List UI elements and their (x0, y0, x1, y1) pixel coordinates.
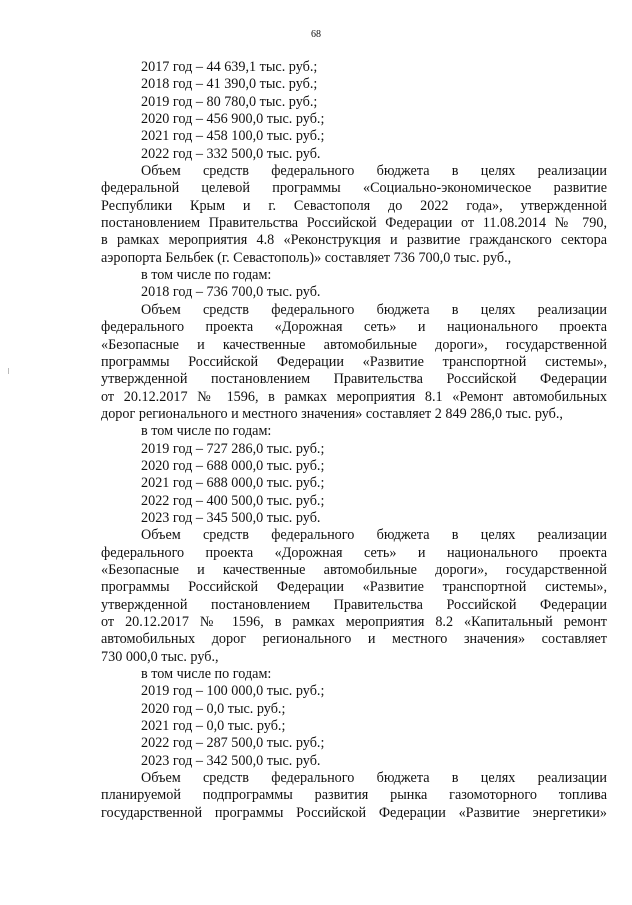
year-line: 2021 год – 688 000,0 тыс. руб.; (141, 475, 325, 492)
paragraph-line: «Безопасные и качественные автомобильные дороги», государственной (101, 336, 607, 353)
year-line: 2020 год – 688 000,0 тыс. руб.; (141, 457, 325, 474)
year-line: 2019 год – 80 780,0 тыс. руб.; (141, 93, 318, 110)
paragraph-line: дорог регионального и местного значения» составляет 2 849 286,0 тыс. руб., (101, 405, 563, 422)
paragraph-line: в рамках мероприятия 4.8 «Реконструкция и развитие гражданского сектора (101, 232, 607, 249)
paragraph-line: Объем средств федерального бюджета в целях реализации (141, 527, 607, 544)
year-line: 2022 год – 287 500,0 тыс. руб.; (141, 735, 325, 752)
paragraph-line: программы Российской Федерации «Развитие транспортной системы», (101, 579, 607, 596)
document-body (101, 59, 607, 822)
margin-mark (8, 368, 9, 374)
paragraph-road-repair (101, 302, 607, 527)
by-year-subhead: в том числе по годам: (141, 423, 272, 440)
year-line: 2019 год – 727 286,0 тыс. руб.; (141, 440, 325, 457)
year-line: 2021 год – 458 100,0 тыс. руб.; (141, 128, 325, 145)
paragraph-line: «Безопасные и качественные автомобильные дороги», государственной (101, 561, 607, 578)
year-line: 2017 год – 44 639,1 тыс. руб.; (141, 59, 318, 75)
paragraph-line: от 20.12.2017 № 1596, в рамках мероприятия 8.2 «Капитальный ремонт (101, 614, 607, 630)
year-line: 2022 год – 332 500,0 тыс. руб. (141, 145, 321, 162)
year-line: 2023 год – 345 500,0 тыс. руб. (141, 509, 321, 526)
by-year-subhead: в том числе по годам: (141, 267, 272, 284)
year-line: 2021 год – 0,0 тыс. руб.; (141, 718, 286, 735)
paragraph-line: программы Российской Федерации «Развитие транспортной системы», (101, 353, 607, 370)
year-line: 2019 год – 100 000,0 тыс. руб.; (141, 683, 325, 700)
paragraph-line: федеральной целевой программы «Социально-экономическое развитие (101, 180, 607, 197)
funding-years-list-1 (101, 59, 607, 163)
paragraph-line: автомобильных дорог регионального и местного значения» составляет (101, 631, 607, 648)
year-line: 2022 год – 400 500,0 тыс. руб.; (141, 492, 325, 509)
paragraph-line: государственной программы Российской Федерации «Развитие энергетики» (101, 804, 607, 821)
paragraph-line: планируемой подпрограммы развития рынка газомоторного топлива (101, 787, 607, 804)
paragraph-road-capital-repair (101, 527, 607, 770)
year-line: 2020 год – 456 900,0 тыс. руб.; (141, 111, 325, 128)
paragraph-line: постановлением Правительства Российской Федерации от 11.08.2014 № 790, (101, 215, 607, 232)
paragraph-line: федерального проекта «Дорожная сеть» и национального проекта (101, 544, 607, 561)
year-line: 2018 год – 736 700,0 тыс. руб. (141, 284, 321, 301)
paragraph-line: Объем средств федерального бюджета в целях реализации (141, 163, 607, 180)
paragraph-line: утвержденной постановлением Правительства Российской Федерации (101, 596, 607, 613)
paragraph-line: федерального проекта «Дорожная сеть» и национального проекта (101, 319, 607, 336)
paragraph-gas-fuel (101, 770, 607, 822)
paragraph-line: от 20.12.2017 № 1596, в рамках мероприятия 8.1 «Ремонт автомобильных (101, 388, 607, 405)
paragraph-line: аэропорта Бельбек (г. Севастополь)» составляет 736 700,0 тыс. руб., (101, 249, 512, 266)
paragraph-line: Республики Крым и г. Севастополя до 2022 года», утвержденной (101, 197, 607, 214)
year-line: 2020 год – 0,0 тыс. руб.; (141, 700, 286, 717)
year-line: 2023 год – 342 500,0 тыс. руб. (141, 752, 321, 769)
paragraph-crimea-program (101, 163, 607, 302)
year-line: 2018 год – 41 390,0 тыс. руб.; (141, 76, 318, 93)
paragraph-line: Объем средств федерального бюджета в целях реализации (141, 301, 607, 318)
paragraph-line: Объем средств федерального бюджета в целях реализации (141, 770, 607, 787)
paragraph-line: утвержденной постановлением Правительства Российской Федерации (101, 371, 607, 388)
by-year-subhead: в том числе по годам: (141, 666, 272, 683)
paragraph-line: 730 000,0 тыс. руб., (101, 648, 219, 665)
page-number: 68 (311, 29, 321, 40)
